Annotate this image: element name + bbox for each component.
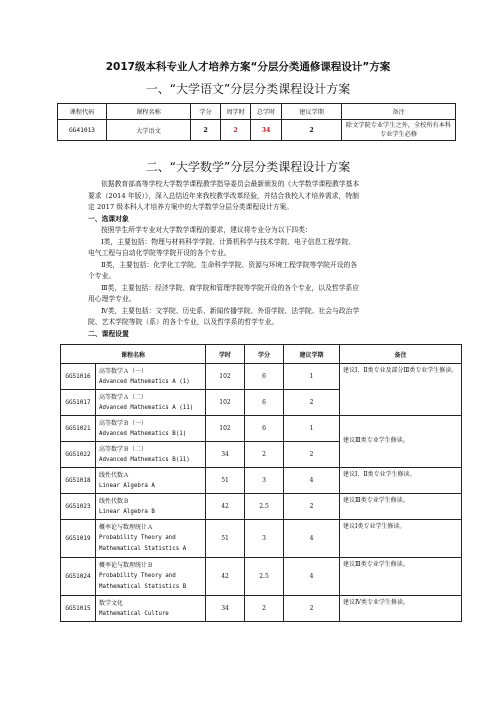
header-cell: 学时 — [206, 345, 245, 364]
hours: 42 — [206, 494, 245, 520]
intro-line: 定 2017 级本科人才培养方案中的大学数学分层分类课程设计方案。 — [88, 203, 294, 211]
course-name-zh: 高等数学Ａ（二） — [99, 393, 148, 401]
subsection-title: 二、课程设置 — [88, 329, 129, 338]
table-header-row — [58, 104, 456, 120]
semester: 4 — [284, 468, 340, 494]
course-name — [96, 364, 206, 390]
header-cell: 周学时 — [221, 104, 251, 120]
category-line: 用心理学专业。 — [88, 295, 136, 303]
course-name-en: Advanced Mathematics A (1) — [99, 378, 190, 385]
course-code: GG51023 — [61, 494, 96, 520]
course-note: 建议Ⅳ类专业学生修读。 — [340, 596, 462, 622]
course-name-en: Linear Algebra A — [99, 482, 155, 489]
course-name-en: Mathematical Culture — [99, 610, 169, 617]
course-code: GG51024 — [61, 558, 96, 596]
course-name-en-line2: Mathematical Statistics B — [99, 584, 187, 590]
header-cell: 总学时 — [251, 104, 282, 120]
table-row — [61, 468, 462, 494]
course-name-en-line1: Probability Theory and — [99, 535, 176, 541]
course-note: 建议Ⅰ、Ⅱ类专业及部分Ⅲ类专业学生修读。 — [340, 364, 462, 416]
credit: 2.5 — [245, 558, 284, 596]
course-name-zh: 高等数学Ｂ（二） — [99, 445, 148, 453]
course-note: 建议Ⅲ类专业学生修读。 — [340, 494, 462, 520]
total-hours: 34 — [251, 120, 282, 141]
course-name-zh: 线性代数Ａ — [99, 471, 130, 479]
category-line: Ⅳ类，主要包括：文学院、历史系、新闻传播学院、外语学院、法学院、社会与政治学 — [101, 306, 360, 315]
course-code: GG51019 — [61, 520, 96, 558]
table-row — [61, 558, 462, 596]
credit: 6 — [245, 416, 284, 442]
semester: 2 — [284, 442, 340, 468]
semester: 4 — [284, 558, 340, 596]
course-name: 大学语文 — [107, 120, 191, 141]
intro-paragraph — [88, 179, 458, 340]
category-line: 院、艺术学院等院（系）的各个专业，以及哲学系的哲学专业。 — [88, 318, 279, 326]
course-name-zh: 线性代数Ｂ — [99, 497, 130, 505]
math-course-table — [60, 344, 462, 622]
credit: 3 — [245, 468, 284, 494]
course-name-zh: 高等数学Ｂ（一） — [99, 419, 148, 427]
course-name — [96, 468, 206, 494]
table-row — [61, 364, 462, 390]
course-name — [96, 416, 206, 442]
header-cell: 备注 — [342, 104, 456, 120]
hours: 102 — [206, 390, 245, 416]
header-cell: 备注 — [340, 345, 462, 364]
credit: 2 — [245, 596, 284, 622]
course-name — [96, 494, 206, 520]
course-name — [96, 596, 206, 622]
chinese-course-table — [57, 103, 456, 141]
semester: 1 — [284, 364, 340, 390]
credit: 2 — [245, 442, 284, 468]
hours: 102 — [206, 364, 245, 390]
credit: 3 — [245, 520, 284, 558]
semester: 2 — [284, 596, 340, 622]
course-note: 建议Ⅰ、Ⅱ类专业学生修读。 — [340, 468, 462, 494]
header-cell: 建议学期 — [282, 104, 342, 120]
intro-line: 依据教育部高等学校大学数学课程教学指导委员会最新颁发的《大学数学课程教学基本 — [101, 180, 360, 188]
category-line: 个专业。 — [88, 272, 116, 280]
course-name-en-line1: Probability Theory and — [99, 573, 176, 579]
course-code: GG51016 — [61, 364, 96, 390]
category-line: Ⅱ类，主要包括：化学化工学院、生命科学学院、资源与环境工程学院等学院开设的各 — [101, 260, 358, 269]
course-code: GG51022 — [61, 442, 96, 468]
course-name-zh: 数学文化 — [99, 599, 124, 607]
header-cell: 学分 — [245, 345, 284, 364]
course-name — [96, 390, 206, 416]
hours: 102 — [206, 416, 245, 442]
semester: 4 — [284, 520, 340, 558]
hours: 34 — [206, 596, 245, 622]
course-code: GG41013 — [58, 120, 107, 141]
credit: 2.5 — [245, 494, 284, 520]
hours: 42 — [206, 558, 245, 596]
header-cell: 课程代码 — [58, 104, 107, 120]
course-name-zh: 概率论与数理统计Ａ — [99, 524, 154, 531]
section-1-heading: 一、“大学语文”分层分类课程设计方案 — [145, 82, 351, 96]
hours: 51 — [206, 520, 245, 558]
table-header-row — [61, 345, 462, 364]
intro-line: 要求（2014 年版）》，深入总结近年来我校教学改革经验，并结合我校人才培养需求，特制 — [88, 191, 359, 200]
semester: 2 — [282, 120, 342, 141]
course-name-en: Advanced Mathematics B(11) — [99, 456, 190, 463]
subsection-title: 一、选课对象 — [88, 214, 129, 223]
course-note: 建议Ⅰ类专业学生修读。 — [340, 520, 462, 558]
course-name-zh: 概率论与数理统计Ｂ — [99, 562, 154, 569]
course-name-zh: 高等数学Ａ（一） — [99, 367, 148, 375]
course-name — [96, 558, 206, 596]
course-code: GG51018 — [61, 468, 96, 494]
course-code: GG51021 — [61, 416, 96, 442]
subsection-intro: 按照学生所学专业对大学数学课程的要求，建议将专业分为以下四类： — [101, 226, 312, 234]
category-line: 电气工程与自动化学院等学院开设的各个专业。 — [88, 249, 231, 257]
credit: 2 — [191, 120, 221, 141]
course-name-en: Advanced Mathematics A (11) — [99, 404, 194, 411]
course-name-en: Advanced Mathematics B(1) — [99, 430, 187, 437]
course-note: 建议Ⅲ类专业学生修读。 — [340, 416, 462, 468]
table-row — [61, 520, 462, 558]
credit: 6 — [245, 390, 284, 416]
course-name-en-line2: Mathematical Statistics A — [99, 546, 187, 552]
header-cell: 学分 — [191, 104, 221, 120]
course-note: 建议Ⅲ类专业学生修读。 — [340, 558, 462, 596]
header-cell: 课程名称 — [107, 104, 191, 120]
category-line: Ⅰ类，主要包括：物理与材料科学学院、计算机科学与技术学院、电子信息工程学院、 — [101, 237, 356, 246]
header-cell: 建议学期 — [284, 345, 340, 364]
course-name — [96, 442, 206, 468]
section-2-heading: 二、“大学数学”分层分类课程设计方案 — [145, 160, 351, 174]
hours: 34 — [206, 442, 245, 468]
hours: 51 — [206, 468, 245, 494]
table-row — [58, 120, 456, 141]
table-row — [61, 494, 462, 520]
semester: 2 — [284, 494, 340, 520]
course-code: GG51015 — [61, 596, 96, 622]
weekly-hours: 2 — [221, 120, 251, 141]
credit: 6 — [245, 364, 284, 390]
course-note: 除文学院专业学生之外，全校所有本科专业学生必修 — [342, 120, 456, 141]
document-title: 2017级本科专业人才培养方案“分层分类通修课程设计”方案 — [105, 61, 391, 73]
course-name — [96, 520, 206, 558]
table-row — [61, 596, 462, 622]
semester: 2 — [284, 390, 340, 416]
category-line: Ⅲ类，主要包括：经济学院、商学院和管理学院等学院开设的各个专业，以及哲学系应 — [101, 283, 360, 292]
table-row — [61, 416, 462, 442]
course-name-en: Linear Algebra B — [99, 508, 155, 515]
semester: 1 — [284, 416, 340, 442]
header-cell: 课程名称 — [61, 345, 206, 364]
course-code: GG51017 — [61, 390, 96, 416]
